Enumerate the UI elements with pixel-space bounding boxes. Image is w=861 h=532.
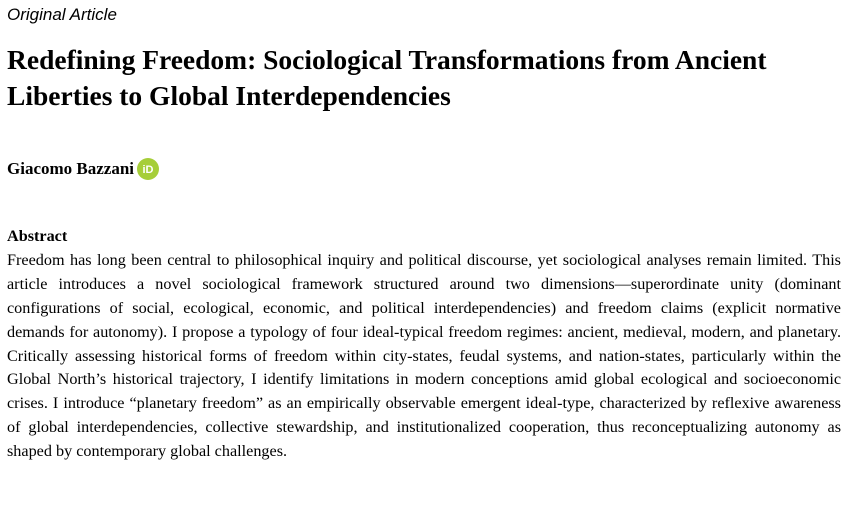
orcid-icon-label: iD	[142, 164, 154, 177]
author-name[interactable]: Giacomo Bazzani	[7, 159, 135, 178]
orcid-icon[interactable]	[137, 158, 159, 180]
author-line	[7, 157, 159, 181]
article-type-label: Original Article	[7, 5, 117, 24]
abstract-section	[7, 225, 841, 464]
abstract-body: Freedom has long been central to philosophical inquiry and political discourse, yet sociological analyses remain limited. This article introduces a novel sociological framework structured around two dimensions—superordinate unity (dominant configurations of social, ecological, economic, and political interdependencies) and freedom claims (explicit normative demands for autonomy). I propose a typology of four ideal-typical freedom regimes: ancient, medieval, modern, and planetary. Critically assessing historical forms of freedom within city-states, feudal systems, and nation-states, particularly within the Global North’s historical trajectory, I identify limitations in modern conceptions amid global ecological and socioeconomic crises. I introduce “planetary freedom” as an empirically observable emergent ideal-type, characterized by reflexive awareness of global interdependencies, collective stewardship, and institutionalized cooperation, thus reconceptualizing autonomy as shaped by contemporary global challenges.	[7, 250, 841, 461]
article-title: Redefining Freedom: Sociological Transformations from Ancient Liberties to Global Interdependencies	[7, 44, 767, 111]
abstract-heading: Abstract	[7, 227, 68, 245]
